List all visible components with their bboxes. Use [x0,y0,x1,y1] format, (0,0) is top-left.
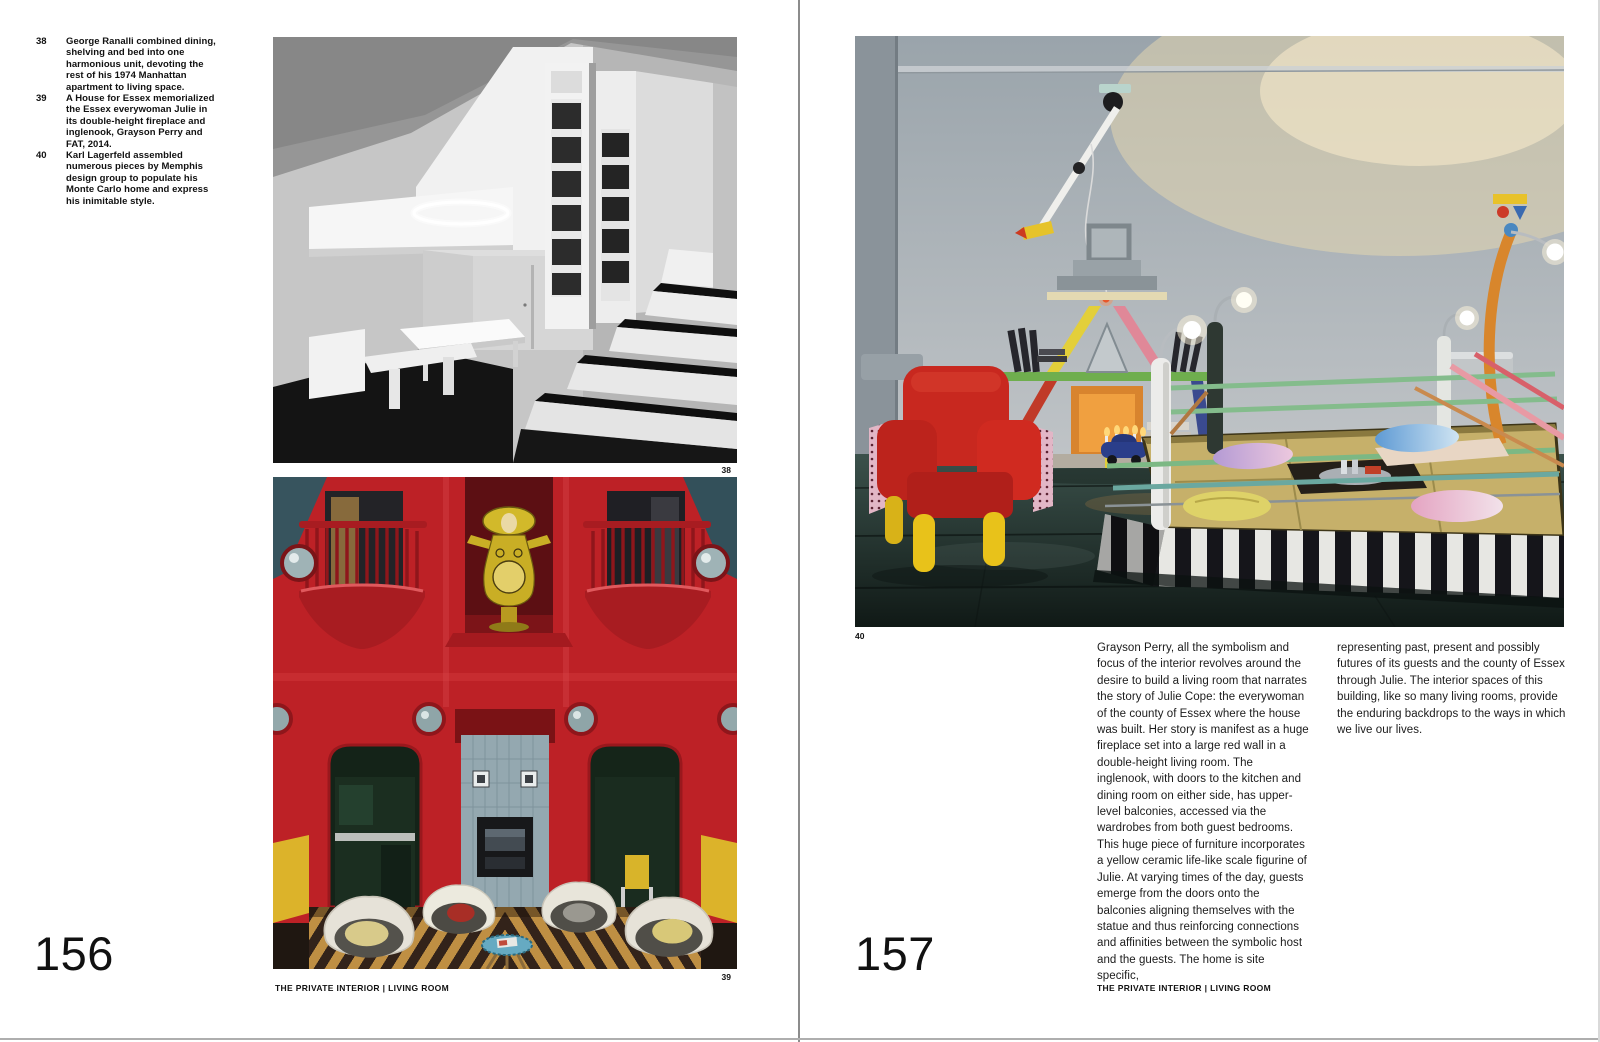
caption-text: George Ranalli combined dining, shelving and bed into one harmonious unit, devoting the rest of his 1974 Manhattan apartment to living space. [66,36,216,93]
caption-number: 40 [36,150,47,162]
page-bottom-edge [0,1038,1600,1040]
caption-number: 38 [36,36,47,47]
body-column-1: Grayson Perry, all the symbolism and focus of the interior revolves around the desire to build a living room that narrates the story of Julie Cope: the everywoman of the county of Essex where the house was built. Her story is manifest as a huge fireplace set into a large red wall in a double-height living room. The inglenook, with doors to the kitchen and dining room on either side, has upper-level balconies, accessed via the wardrobes from both guest bedrooms. This huge piece of furniture incorporates a yellow ceramic life-like scale figurine of Julie. At varying times of the day, guests emerge from the doors onto the balconies aligning themselves with the statue and thus reinforcing connections and affinities between the symbolic host and the guests. The home is site specific, [1097,642,1309,983]
page-number: 156 [34,927,114,980]
running-footer: THE PRIVATE INTERIOR | LIVING ROOM [275,983,450,993]
armchair [324,897,413,958]
caption-text: A House for Essex memorialized the Essex everywoman Julie in its double-height fireplace and inglenook, Grayson Perry and FAT, 2014. [66,93,215,150]
page-number: 157 [855,927,935,980]
figure-40-photo [855,36,1564,627]
armchair [626,897,713,957]
armchair [423,885,494,934]
caption-item [36,36,216,93]
caption-text: Karl Lagerfeld assembled numerous pieces by Memphis design group to populate his Monte Carlo home and express his inimitable style. [66,150,209,207]
armchair [542,882,616,933]
running-footer: THE PRIVATE INTERIOR | LIVING ROOM [1097,983,1272,993]
caption-list [36,36,216,207]
figure-label: 38 [721,465,731,475]
figure-39-photo [273,477,737,969]
body-column-2: representing past, present and possibly futures of its guests and the county of Essex through Julie. The interior spaces of this building, like so many living rooms, provide the enduring backdrops to the ways in which we live our lives. [1337,642,1566,737]
figure-38-photo [273,37,737,463]
page-spine-divider [798,0,800,1042]
caption-number: 39 [36,93,47,105]
figure-label: 39 [721,972,731,982]
caption-item [36,150,216,207]
caption-item [36,93,216,150]
figure-label: 40 [855,631,865,641]
